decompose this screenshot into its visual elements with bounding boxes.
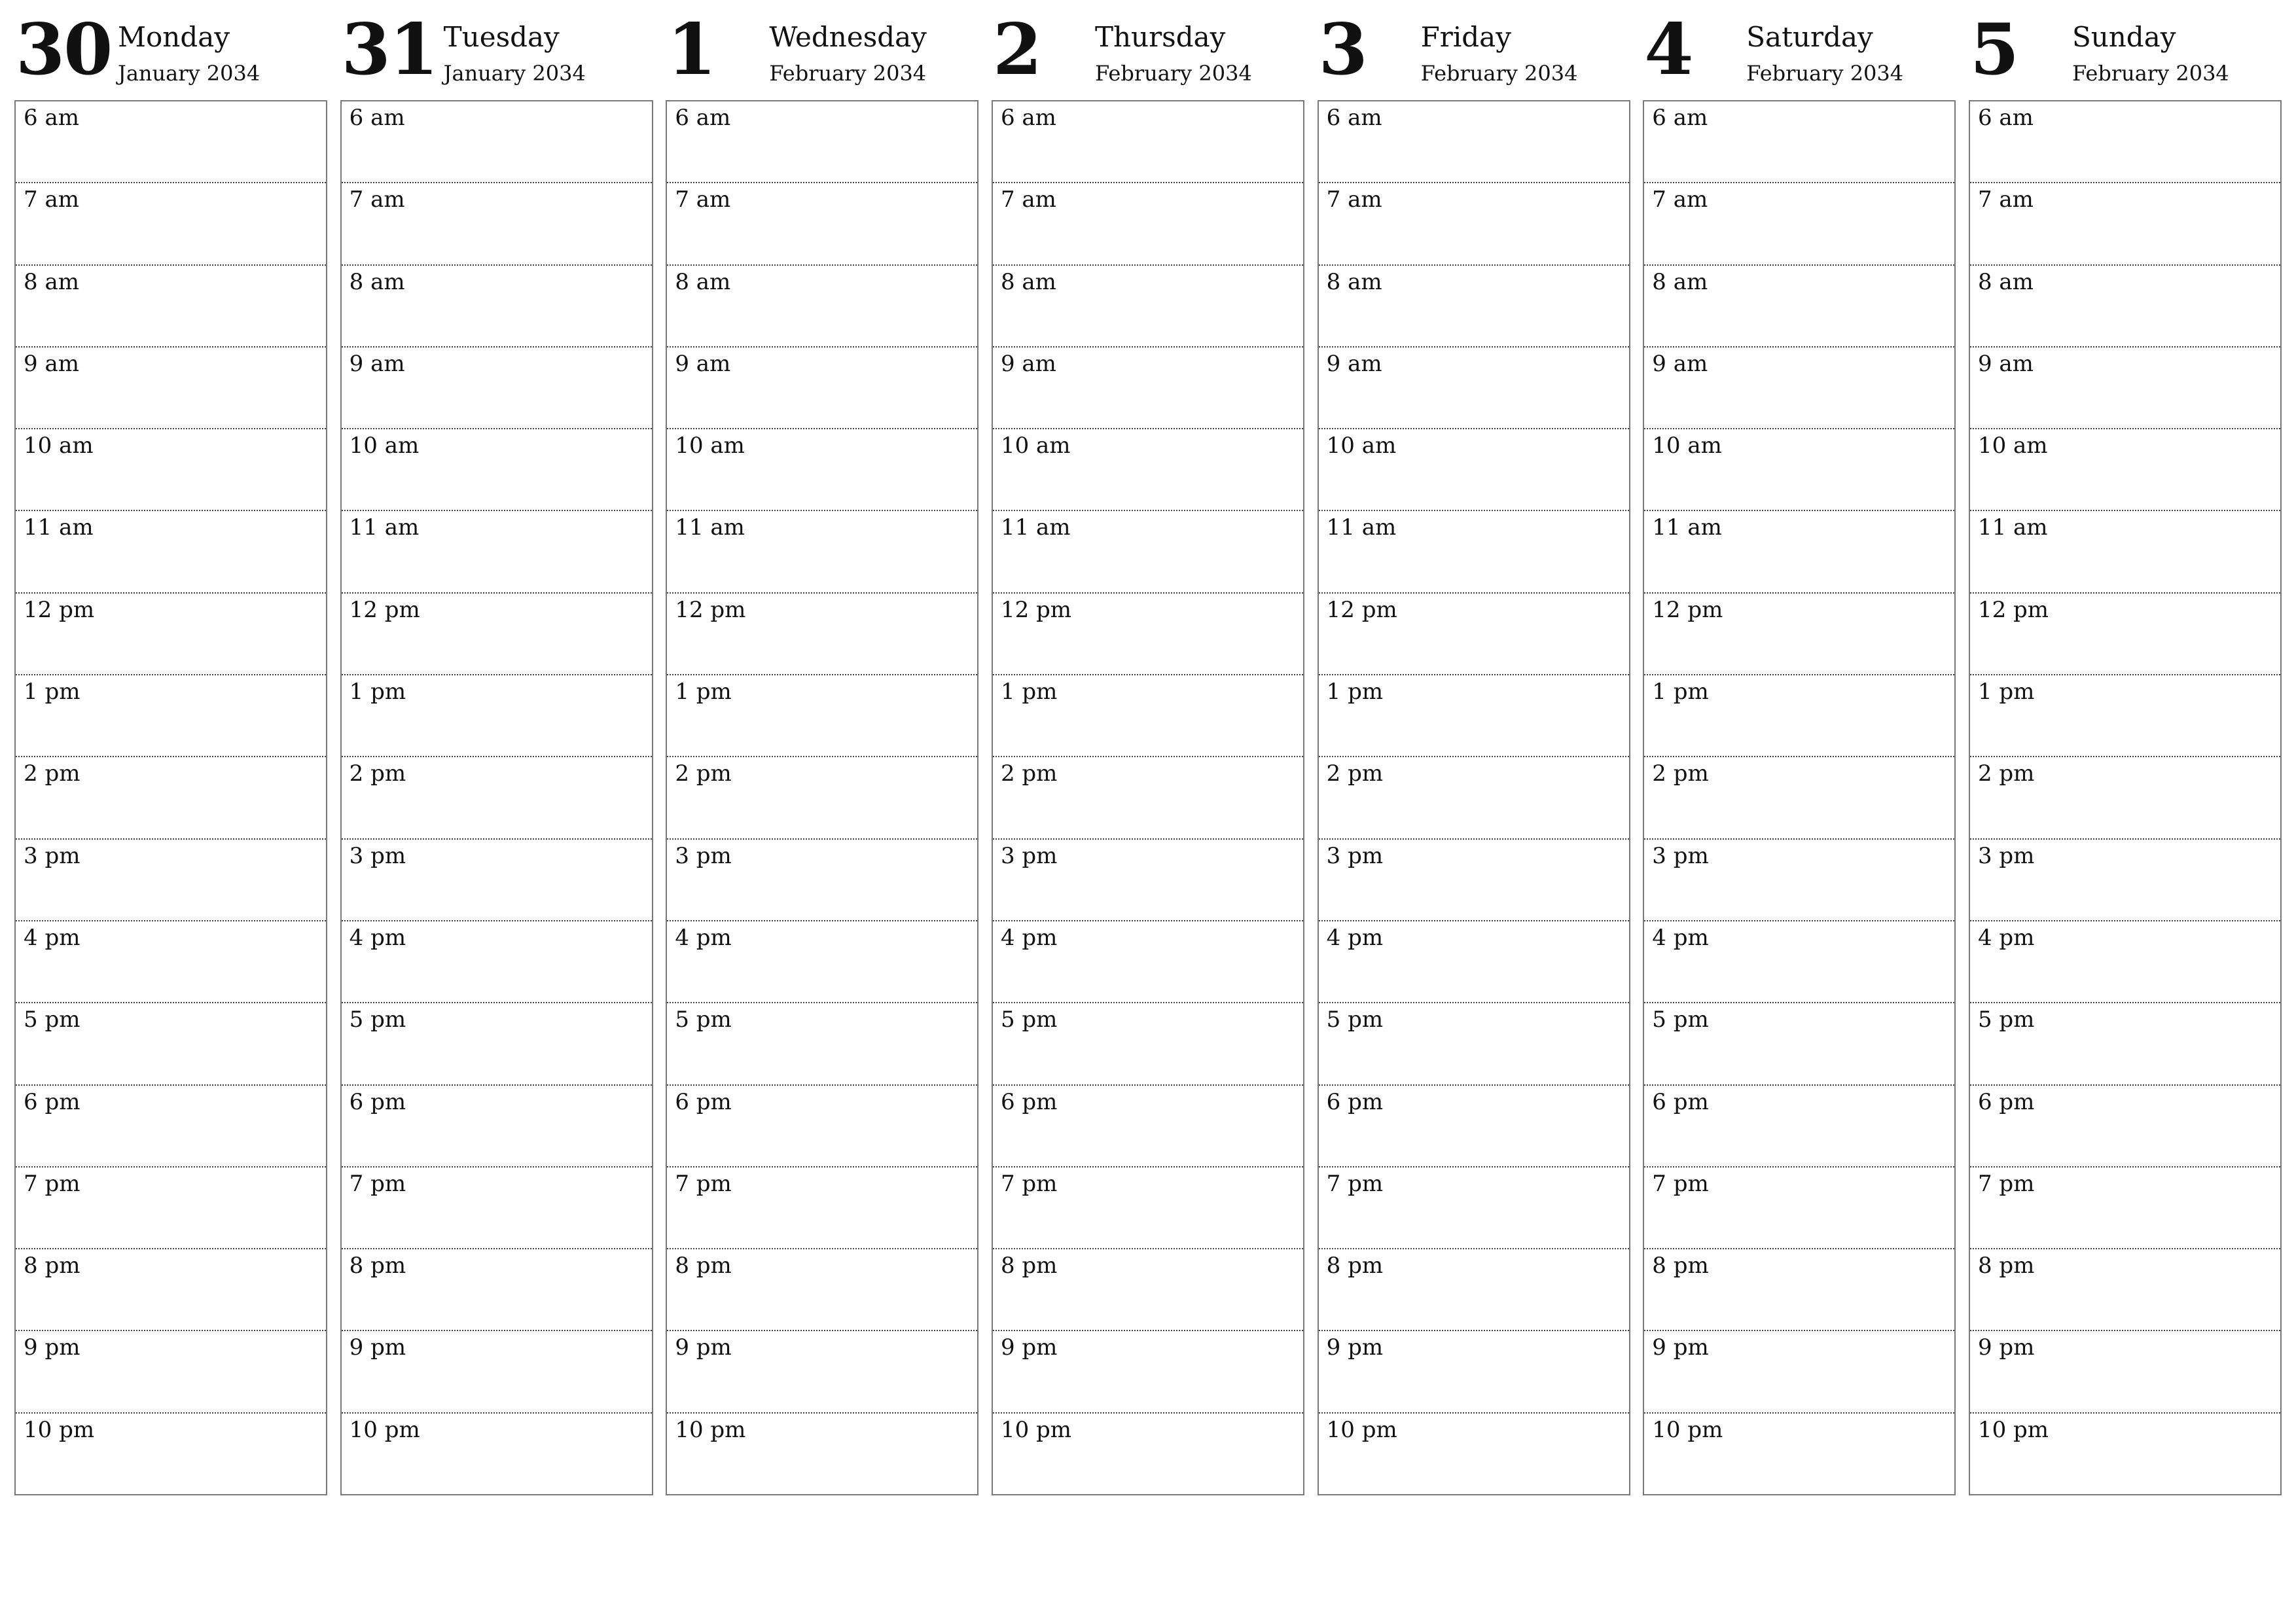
time-slot-label: 4 pm	[1326, 924, 1384, 951]
time-slot	[1970, 592, 2280, 674]
time-slot	[1644, 428, 1954, 510]
time-slot	[342, 428, 652, 510]
time-slot-label: 12 pm	[1652, 596, 1723, 623]
time-slot-label: 8 am	[349, 268, 405, 295]
time-slot	[667, 1412, 977, 1494]
time-slot	[1319, 1248, 1629, 1330]
time-slot-label: 2 pm	[349, 760, 406, 787]
time-slot	[1970, 838, 2280, 920]
time-slot	[667, 510, 977, 592]
time-slot-label: 10 pm	[1000, 1416, 1072, 1443]
time-slot	[993, 838, 1303, 920]
time-slot-label: 5 pm	[675, 1007, 732, 1033]
time-slot-label: 10 pm	[1326, 1416, 1397, 1443]
time-slot-label: 9 am	[1000, 350, 1056, 377]
time-slot	[1319, 1412, 1629, 1494]
time-slot-label: 7 am	[675, 187, 731, 213]
time-slot	[342, 674, 652, 756]
time-slot-label: 11 am	[1326, 514, 1397, 541]
time-slot-label: 2 pm	[1652, 760, 1709, 787]
time-slot-label: 7 am	[1326, 187, 1382, 213]
time-slot-label: 5 pm	[1652, 1007, 1709, 1033]
time-slot-label: 9 pm	[1652, 1334, 1709, 1361]
time-slot-label: 10 pm	[24, 1416, 95, 1443]
time-slot	[993, 101, 1303, 182]
time-slot	[667, 1002, 977, 1084]
day-schedule-box	[992, 100, 1304, 1495]
weekly-planner	[14, 0, 2282, 1499]
time-slot	[667, 592, 977, 674]
time-slot-label: 1 pm	[1652, 679, 1709, 705]
time-slot	[16, 428, 326, 510]
time-slot-label: 10 am	[1652, 433, 1722, 459]
time-slot	[1644, 756, 1954, 838]
time-slot	[1319, 510, 1629, 592]
time-slot-label: 4 pm	[1652, 924, 1709, 951]
time-slot	[342, 1330, 652, 1412]
time-slot-label: 8 pm	[675, 1253, 732, 1279]
time-slot	[16, 101, 326, 182]
day-name: Tuesday	[443, 21, 560, 53]
day-header	[340, 0, 653, 98]
time-slot	[16, 756, 326, 838]
time-slot	[342, 756, 652, 838]
time-slot-label: 10 pm	[1652, 1416, 1723, 1443]
time-slot	[16, 1166, 326, 1248]
time-slot-label: 10 pm	[675, 1416, 746, 1443]
day-month-year: February 2034	[769, 61, 927, 86]
time-slot-label: 7 pm	[1000, 1170, 1058, 1197]
day-column	[1318, 0, 1630, 1499]
time-slot-label: 9 pm	[675, 1334, 732, 1361]
time-slot	[1319, 182, 1629, 264]
time-slot-label: 7 am	[349, 187, 405, 213]
time-slot-label: 6 pm	[24, 1088, 81, 1115]
day-schedule-box	[666, 100, 978, 1495]
time-slot	[667, 428, 977, 510]
time-slot-label: 10 am	[1326, 433, 1397, 459]
time-slot	[993, 674, 1303, 756]
time-slot-label: 12 pm	[1977, 596, 2049, 623]
time-slot	[1644, 920, 1954, 1002]
time-slot	[1644, 1412, 1954, 1494]
time-slot	[993, 510, 1303, 592]
time-slot-label: 3 pm	[24, 842, 81, 869]
time-slot-label: 1 pm	[24, 679, 81, 705]
day-schedule-box	[1969, 100, 2282, 1495]
time-slot-label: 2 pm	[1326, 760, 1384, 787]
time-slot	[1970, 1248, 2280, 1330]
time-slot	[993, 592, 1303, 674]
time-slot-label: 6 pm	[1326, 1088, 1384, 1115]
time-slot-label: 4 pm	[1977, 924, 2035, 951]
time-slot	[16, 1084, 326, 1166]
time-slot-label: 7 am	[1000, 187, 1056, 213]
time-slot	[1319, 1330, 1629, 1412]
day-header	[1318, 0, 1630, 98]
time-slot-label: 8 am	[1000, 268, 1056, 295]
time-slot	[1970, 346, 2280, 428]
day-column	[1969, 0, 2282, 1499]
time-slot	[1319, 592, 1629, 674]
time-slot	[993, 264, 1303, 346]
time-slot	[16, 1248, 326, 1330]
time-slot-label: 1 pm	[1000, 679, 1058, 705]
time-slot	[1644, 264, 1954, 346]
day-name: Monday	[118, 21, 230, 53]
time-slot	[993, 182, 1303, 264]
time-slot-label: 7 am	[1652, 187, 1708, 213]
time-slot	[993, 1002, 1303, 1084]
time-slot-label: 8 pm	[1977, 1253, 2035, 1279]
time-slot	[1319, 1084, 1629, 1166]
time-slot	[1644, 1248, 1954, 1330]
time-slot-label: 9 pm	[349, 1334, 406, 1361]
time-slot-label: 6 pm	[1652, 1088, 1709, 1115]
time-slot-label: 7 am	[1977, 187, 2034, 213]
time-slot	[1644, 1330, 1954, 1412]
time-slot	[16, 838, 326, 920]
time-slot	[1319, 346, 1629, 428]
time-slot-label: 6 pm	[1000, 1088, 1058, 1115]
time-slot-label: 11 am	[1977, 514, 2048, 541]
time-slot-label: 5 pm	[349, 1007, 406, 1033]
time-slot-label: 7 am	[24, 187, 79, 213]
time-slot	[1319, 756, 1629, 838]
time-slot-label: 10 am	[349, 433, 420, 459]
time-slot	[16, 182, 326, 264]
day-column	[14, 0, 327, 1499]
time-slot-label: 7 pm	[1652, 1170, 1709, 1197]
time-slot	[1644, 1002, 1954, 1084]
time-slot	[16, 264, 326, 346]
day-number: 4	[1644, 9, 1693, 91]
time-slot	[1970, 1330, 2280, 1412]
time-slot	[993, 1248, 1303, 1330]
day-number: 5	[1969, 9, 2018, 91]
time-slot-label: 9 am	[24, 350, 79, 377]
time-slot	[1319, 920, 1629, 1002]
time-slot	[993, 428, 1303, 510]
time-slot-label: 5 pm	[1977, 1007, 2035, 1033]
time-slot-label: 1 pm	[349, 679, 406, 705]
day-header	[666, 0, 978, 98]
time-slot-label: 12 pm	[1000, 596, 1072, 623]
time-slot	[342, 510, 652, 592]
time-slot	[1319, 1166, 1629, 1248]
time-slot-label: 12 pm	[24, 596, 95, 623]
time-slot-label: 9 pm	[24, 1334, 81, 1361]
day-name: Friday	[1420, 21, 1511, 53]
time-slot	[1319, 674, 1629, 756]
time-slot	[342, 1248, 652, 1330]
time-slot-label: 6 am	[24, 105, 79, 131]
time-slot-label: 11 am	[1000, 514, 1071, 541]
time-slot-label: 8 pm	[349, 1253, 406, 1279]
time-slot-label: 9 pm	[1326, 1334, 1384, 1361]
time-slot-label: 2 pm	[675, 760, 732, 787]
day-month-year: January 2034	[443, 61, 586, 86]
time-slot	[667, 1166, 977, 1248]
day-header	[992, 0, 1304, 98]
time-slot-label: 12 pm	[1326, 596, 1397, 623]
time-slot	[667, 838, 977, 920]
day-month-year: February 2034	[1094, 61, 1252, 86]
time-slot-label: 12 pm	[675, 596, 746, 623]
time-slot	[1319, 1002, 1629, 1084]
time-slot-label: 7 pm	[1326, 1170, 1384, 1197]
time-slot-label: 10 am	[1977, 433, 2048, 459]
time-slot	[342, 838, 652, 920]
time-slot	[1970, 1002, 2280, 1084]
time-slot-label: 5 pm	[1326, 1007, 1384, 1033]
time-slot	[16, 346, 326, 428]
time-slot-label: 8 pm	[1652, 1253, 1709, 1279]
time-slot-label: 1 pm	[1326, 679, 1384, 705]
time-slot	[667, 264, 977, 346]
time-slot-label: 6 am	[1326, 105, 1382, 131]
time-slot-label: 10 am	[24, 433, 94, 459]
time-slot	[667, 182, 977, 264]
time-slot-label: 4 pm	[24, 924, 81, 951]
time-slot	[1644, 674, 1954, 756]
time-slot-label: 1 pm	[1977, 679, 2035, 705]
time-slot-label: 12 pm	[349, 596, 420, 623]
time-slot	[1319, 101, 1629, 182]
day-number: 1	[667, 9, 715, 91]
time-slot-label: 7 pm	[675, 1170, 732, 1197]
time-slot-label: 8 am	[24, 268, 79, 295]
time-slot-label: 5 pm	[24, 1007, 81, 1033]
time-slot-label: 10 am	[1000, 433, 1071, 459]
time-slot	[993, 1166, 1303, 1248]
time-slot	[16, 510, 326, 592]
time-slot-label: 8 pm	[24, 1253, 81, 1279]
day-header	[1643, 0, 1956, 98]
time-slot-label: 3 pm	[349, 842, 406, 869]
time-slot-label: 10 am	[675, 433, 745, 459]
time-slot	[1644, 1084, 1954, 1166]
day-number: 2	[992, 9, 1041, 91]
time-slot	[342, 920, 652, 1002]
time-slot	[1970, 264, 2280, 346]
time-slot-label: 3 pm	[1000, 842, 1058, 869]
time-slot-label: 2 pm	[1000, 760, 1058, 787]
time-slot-label: 7 pm	[1977, 1170, 2035, 1197]
time-slot	[667, 1084, 977, 1166]
time-slot-label: 8 am	[1326, 268, 1382, 295]
time-slot	[667, 1248, 977, 1330]
time-slot	[1970, 1166, 2280, 1248]
time-slot	[993, 1330, 1303, 1412]
time-slot	[342, 592, 652, 674]
time-slot	[1970, 1412, 2280, 1494]
time-slot-label: 9 am	[1326, 350, 1382, 377]
day-header	[1969, 0, 2282, 98]
day-schedule-box	[340, 100, 653, 1495]
time-slot	[342, 264, 652, 346]
time-slot	[667, 756, 977, 838]
time-slot-label: 11 am	[349, 514, 420, 541]
time-slot	[993, 756, 1303, 838]
time-slot-label: 4 pm	[675, 924, 732, 951]
time-slot-label: 8 pm	[1000, 1253, 1058, 1279]
time-slot	[1970, 182, 2280, 264]
time-slot-label: 9 am	[675, 350, 731, 377]
time-slot	[993, 920, 1303, 1002]
time-slot	[16, 1002, 326, 1084]
time-slot	[342, 1412, 652, 1494]
time-slot	[1644, 101, 1954, 182]
time-slot-label: 10 pm	[349, 1416, 420, 1443]
time-slot	[342, 1084, 652, 1166]
day-name: Wednesday	[769, 21, 927, 53]
time-slot	[1319, 428, 1629, 510]
time-slot-label: 7 pm	[349, 1170, 406, 1197]
day-schedule-box	[1318, 100, 1630, 1495]
day-month-year: February 2034	[2072, 61, 2229, 86]
time-slot	[1644, 838, 1954, 920]
time-slot-label: 3 pm	[1652, 842, 1709, 869]
time-slot-label: 6 pm	[1977, 1088, 2035, 1115]
time-slot	[993, 1084, 1303, 1166]
time-slot-label: 7 pm	[24, 1170, 81, 1197]
time-slot	[667, 101, 977, 182]
time-slot-label: 9 am	[349, 350, 405, 377]
day-name: Sunday	[2072, 21, 2176, 53]
time-slot	[1970, 101, 2280, 182]
time-slot-label: 9 am	[1977, 350, 2034, 377]
time-slot-label: 8 am	[1977, 268, 2034, 295]
time-slot	[1970, 756, 2280, 838]
day-name: Thursday	[1094, 21, 1226, 53]
time-slot-label: 6 pm	[349, 1088, 406, 1115]
time-slot	[1644, 510, 1954, 592]
time-slot	[1970, 510, 2280, 592]
time-slot	[1644, 592, 1954, 674]
time-slot	[1970, 674, 2280, 756]
time-slot-label: 2 pm	[24, 760, 81, 787]
time-slot-label: 3 pm	[675, 842, 732, 869]
time-slot	[16, 920, 326, 1002]
time-slot-label: 6 pm	[675, 1088, 732, 1115]
time-slot	[342, 1002, 652, 1084]
day-number: 3	[1318, 9, 1367, 91]
time-slot-label: 5 pm	[1000, 1007, 1058, 1033]
time-slot-label: 4 pm	[349, 924, 406, 951]
time-slot-label: 11 am	[1652, 514, 1722, 541]
time-slot	[16, 674, 326, 756]
time-slot	[667, 1330, 977, 1412]
time-slot-label: 8 am	[1652, 268, 1708, 295]
day-month-year: February 2034	[1420, 61, 1578, 86]
time-slot-label: 6 am	[1977, 105, 2034, 131]
time-slot	[16, 1330, 326, 1412]
time-slot-label: 3 pm	[1977, 842, 2035, 869]
time-slot-label: 3 pm	[1326, 842, 1384, 869]
time-slot	[993, 1412, 1303, 1494]
time-slot-label: 8 pm	[1326, 1253, 1384, 1279]
time-slot	[1644, 182, 1954, 264]
time-slot	[342, 1166, 652, 1248]
time-slot	[667, 920, 977, 1002]
time-slot	[1970, 1084, 2280, 1166]
day-number: 31	[341, 9, 437, 91]
day-number: 30	[16, 9, 112, 91]
day-header	[14, 0, 327, 98]
time-slot	[16, 592, 326, 674]
time-slot	[342, 346, 652, 428]
day-column	[666, 0, 978, 1499]
day-schedule-box	[14, 100, 327, 1495]
time-slot-label: 6 am	[1652, 105, 1708, 131]
time-slot	[1319, 838, 1629, 920]
time-slot-label: 6 am	[349, 105, 405, 131]
day-month-year: January 2034	[118, 61, 260, 86]
time-slot-label: 10 pm	[1977, 1416, 2049, 1443]
time-slot-label: 6 am	[675, 105, 731, 131]
time-slot	[342, 182, 652, 264]
time-slot-label: 9 pm	[1000, 1334, 1058, 1361]
time-slot-label: 8 am	[675, 268, 731, 295]
day-schedule-box	[1643, 100, 1956, 1495]
time-slot	[993, 346, 1303, 428]
day-column	[340, 0, 653, 1499]
time-slot-label: 2 pm	[1977, 760, 2035, 787]
time-slot-label: 4 pm	[1000, 924, 1058, 951]
day-name: Saturday	[1746, 21, 1873, 53]
time-slot	[1970, 920, 2280, 1002]
day-month-year: February 2034	[1746, 61, 1904, 86]
time-slot	[667, 346, 977, 428]
time-slot	[1644, 1166, 1954, 1248]
time-slot	[1644, 346, 1954, 428]
day-column	[992, 0, 1304, 1499]
time-slot-label: 1 pm	[675, 679, 732, 705]
time-slot-label: 9 am	[1652, 350, 1708, 377]
time-slot	[16, 1412, 326, 1494]
time-slot-label: 11 am	[24, 514, 94, 541]
time-slot	[1319, 264, 1629, 346]
time-slot-label: 9 pm	[1977, 1334, 2035, 1361]
time-slot	[342, 101, 652, 182]
time-slot	[1970, 428, 2280, 510]
time-slot-label: 11 am	[675, 514, 745, 541]
time-slot	[667, 674, 977, 756]
day-column	[1643, 0, 1956, 1499]
time-slot-label: 6 am	[1000, 105, 1056, 131]
